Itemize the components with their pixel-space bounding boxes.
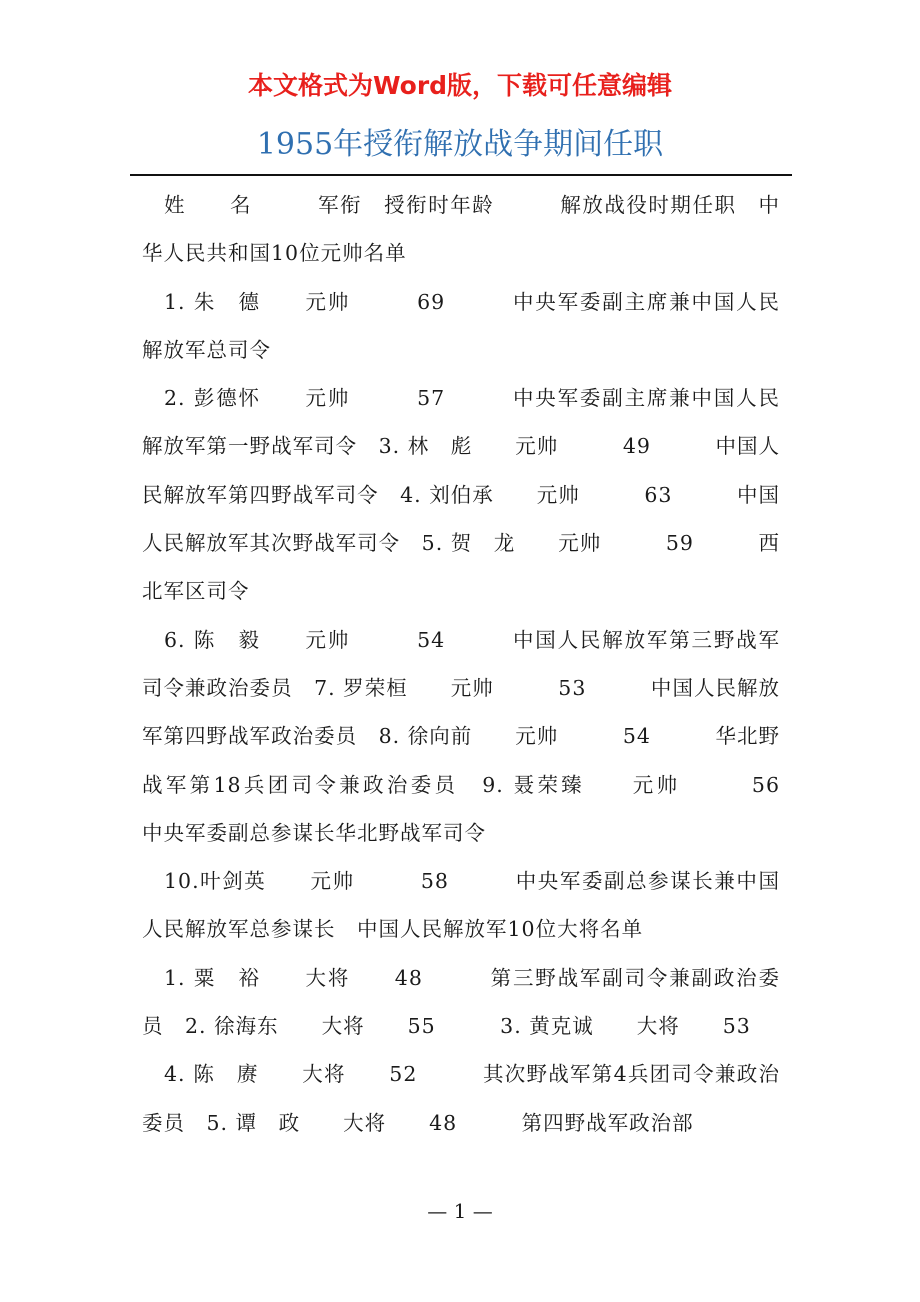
paragraph-marshal-10: 10.叶剑英 元帅 58 中央军委副总参谋长兼中国人民解放军总参谋长 中国人民解放军10位大将名单 bbox=[142, 869, 780, 942]
format-notice-banner: 本文格式为Word版，下载可任意编辑 bbox=[247, 71, 673, 100]
paragraph-marshals-2-5: 2. 彭德怀 元帅 57 中央军委副主席兼中国人民解放军第一野战军司令 3. 林 彪 元帅 49 中国人民解放军第四野战军司令 4. 刘伯承 元帅 63 中国人民解放军其次野战军司令 5. 贺 龙 元帅 59 西北军区司令 bbox=[142, 386, 780, 604]
paragraph-generals-4-5: 4. 陈 赓 大将 52 其次野战军第4兵团司令兼政治委员 5. 谭 政 大将 48 第四野战军政治部 bbox=[142, 1062, 780, 1135]
paragraph-marshal-1: 1. 朱 德 元帅 69 中央军委副主席兼中国人民解放军总司令 bbox=[142, 289, 780, 362]
title-divider bbox=[130, 174, 792, 176]
page-number: — 1 — bbox=[427, 1199, 493, 1223]
document-title: 1955年授衔解放战争期间任职 bbox=[256, 127, 664, 162]
paragraph-generals-1-3: 1. 粟 裕 大将 48 第三野战军副司令兼副政治委员 2. 徐海东 大将 55 3. 黄克诚 大将 53 bbox=[142, 965, 780, 1039]
paragraph-header-row: 姓 名 军衔 授衔时年龄 解放战役时期任职 中华人民共和国10位元帅名单 bbox=[142, 193, 780, 266]
document-body bbox=[142, 181, 845, 1147]
paragraph-marshals-6-9: 6. 陈 毅 元帅 54 中国人民解放军第三野战军司令兼政治委员 7. 罗荣桓 元帅 53 中国人民解放军第四野战军政治委员 8. 徐向前 元帅 54 华北野战军第18兵团司令兼政治委员 9. 聂荣臻 元帅 56 中央军委副总参谋长华北野战军司令 bbox=[142, 627, 845, 845]
